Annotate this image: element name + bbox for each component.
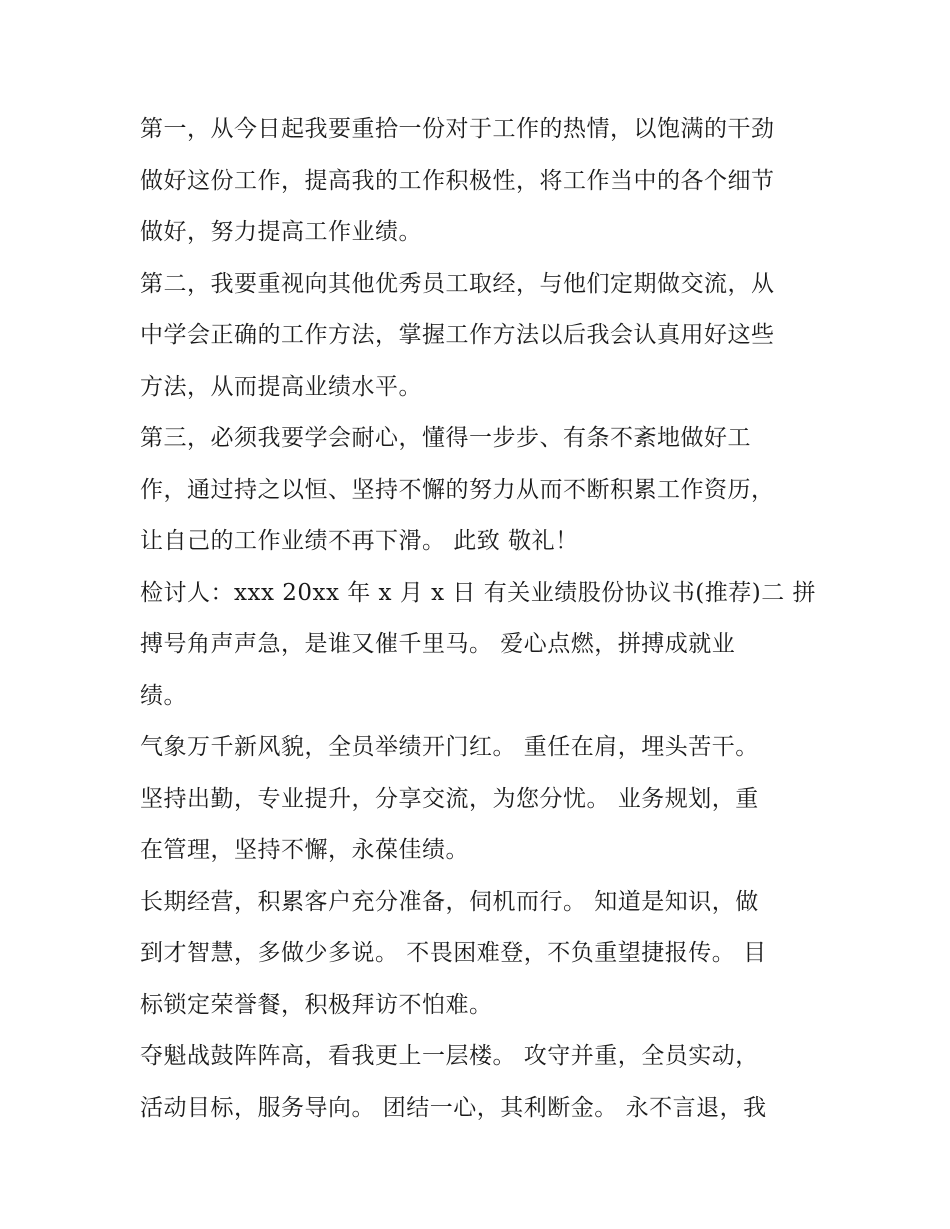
text-line: 让自己的工作业绩不再下滑。 此致 敬礼！ [140, 528, 579, 554]
text-line: 作，通过持之以恒、坚持不懈的努力从而不断积累工作资历， [140, 476, 775, 503]
text-line: 方法，从而提高业绩水平。 [140, 373, 422, 400]
text-line: 做好，努力提高工作业绩。 [140, 219, 422, 245]
text-line: 搏号角声声急，是谁又催千里马。 爱心点燃，拼搏成就业 [140, 631, 736, 657]
text-line: 绩。 [140, 682, 187, 709]
text-line: 到才智慧，多做少多说。 不畏困难登，不负重望捷报传。 目 [140, 940, 767, 966]
document-body [140, 104, 820, 1134]
text-line: 长期经营，积累客户充分准备，伺机而行。 知道是知识，做 [140, 888, 759, 915]
text-line: 夺魁战鼓阵阵高，看我更上一层楼。 攻守并重，全员实动， [140, 1043, 759, 1069]
text-line: 第二，我要重视向其他优秀员工取经，与他们定期做交流，从 [140, 270, 775, 297]
text-line: 在管理，坚持不懈，永葆佳绩。 [140, 837, 469, 863]
text-line: 第三，必须我要学会耐心，懂得一步步、有条不紊地做好工 [140, 425, 751, 451]
text-line: 气象万千新风貌，全员举绩开门红。 重任在肩，埋头苦干。 [140, 734, 759, 760]
text-line: 第一，从今日起我要重拾一份对于工作的热情，以饱满的干劲 [140, 116, 775, 142]
text-line: 活动目标，服务导向。 团结一心，其利断金。 永不言退，我 [140, 1094, 767, 1121]
text-line: 做好这份工作，提高我的工作积极性，将工作当中的各个细节 [140, 167, 775, 194]
text-line: 标锁定荣誉餐，积极拜访不怕难。 [140, 991, 493, 1018]
text-line: 中学会正确的工作方法，掌握工作方法以后我会认真用好这些 [140, 322, 775, 348]
text-line: 检讨人：xxx 20xx 年 x 月 x 日 有关业绩股份协议书(推荐)二 拼 [140, 579, 816, 606]
text-line: 坚持出勤，专业提升，分享交流，为您分忧。 业务规划，重 [140, 785, 759, 812]
